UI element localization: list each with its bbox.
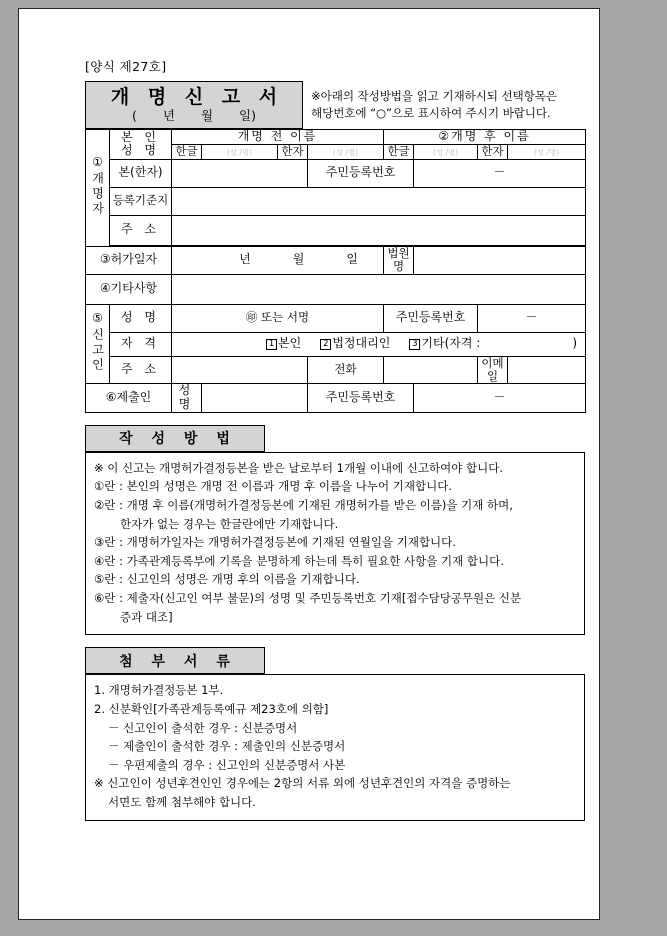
email-label: 이메일	[478, 356, 508, 383]
notice-line-1: ※아래의 작성방법을 읽고 기재하시되 선택항목은	[311, 89, 557, 104]
how-to-write-line: ④란 : 가족관계등록부에 기록을 분명하게 하는데 특히 필요한 사항을 기재 합니다.	[94, 553, 504, 568]
table-row-address	[86, 215, 586, 245]
before-hanja-label: 한자	[278, 144, 308, 159]
permit-day: 일	[346, 252, 358, 267]
permit-year: 년	[239, 252, 251, 267]
qualification-option-3-box[interactable]: 3	[409, 339, 420, 350]
submitter-rrn-input[interactable]: －	[414, 384, 586, 413]
permit-date-label: ③허가일자	[86, 246, 172, 274]
phone-input[interactable]	[384, 356, 478, 383]
attachments-heading: 첨 부 서 류	[86, 648, 265, 674]
qualification-option-1-box[interactable]: 1	[266, 339, 277, 350]
before-hanja-input[interactable]	[308, 144, 384, 159]
registry-base-input[interactable]	[172, 187, 586, 215]
address-input[interactable]	[172, 215, 586, 245]
reporter-rrn-input[interactable]: －	[478, 304, 586, 332]
before-hangul-input[interactable]	[202, 144, 278, 159]
how-to-write-heading-bar	[85, 425, 585, 452]
how-to-write-line: 증과 대조]	[120, 609, 173, 624]
section-5-label	[86, 304, 110, 383]
attachment-line: 1. 개명허가결정등본 1부.	[94, 683, 224, 698]
table-row-qualification	[86, 332, 586, 356]
form-page	[18, 8, 600, 920]
section-1-label-text: ①개명자	[90, 154, 105, 217]
how-to-write-heading: 작 성 방 법	[86, 425, 265, 451]
title-cell	[86, 82, 303, 129]
qualification-option-3-label: 기타(자격 :	[421, 336, 481, 351]
other-matters-input[interactable]	[172, 274, 586, 304]
submitter-label: ⑥제출인	[86, 384, 172, 413]
table-row-name-group	[86, 130, 586, 145]
reporter-name-label: 성 명	[110, 304, 172, 332]
attachments-body	[85, 674, 585, 820]
submitter-name-input[interactable]	[202, 384, 308, 413]
reporter-address-input[interactable]	[172, 356, 308, 383]
attachment-line: ※ 신고인이 성년후견인인 경우에는 2항의 서류 외에 성년후견인의 자격을 증명하는	[94, 776, 511, 791]
email-input[interactable]	[508, 356, 586, 383]
name-hint: (성 /명)	[533, 147, 560, 157]
attachment-line: － 우편제출의 경우 : 신고인의 신분증명서 사본	[108, 757, 346, 772]
notice-line-2: 해당번호에 “○”으로 표시하여 주시기 바랍니다.	[311, 106, 551, 120]
name-hint: (성 /명)	[332, 147, 359, 157]
court-name-input[interactable]	[414, 246, 586, 274]
heading-filler	[265, 648, 586, 674]
attachment-line: － 신고인이 출석한 경우 : 신분증명서	[108, 720, 298, 735]
how-to-write-line: ⑥란 : 제출자(신고인 여부 불문)의 성명 및 주민등록번호 기재[접수담당공무원은 신분	[94, 591, 522, 605]
table-row-origin	[86, 159, 586, 187]
table-row-registry-base	[86, 187, 586, 215]
reporter-name-input[interactable]	[172, 304, 384, 332]
title-block	[85, 81, 585, 129]
qualification-options[interactable]	[172, 332, 586, 356]
reporter-rrn-label: 주민등록번호	[384, 304, 478, 332]
qualification-option-3-close: )	[572, 336, 578, 351]
how-to-write-line: ③란 : 개명허가일자는 개명허가결정등본에 기재된 연월일을 기재합니다.	[94, 535, 456, 550]
title-year: 년	[162, 108, 175, 124]
after-hanja-label: 한자	[478, 144, 508, 159]
how-to-write-line: ⑤란 : 신고인의 성명은 개명 후의 이름을 기재합니다.	[94, 572, 360, 587]
before-hangul-label: 한글	[172, 144, 202, 159]
name-hint: (성 /명)	[226, 147, 253, 157]
section-5-label-text: ⑤신고인	[90, 310, 105, 373]
notice-text	[303, 82, 586, 129]
rrn-label: 주민등록번호	[308, 159, 414, 187]
how-to-write-line: ①란 : 본인의 성명은 개명 전 이름과 개명 후 이름을 나누어 기재합니다.	[94, 479, 452, 494]
table-row-reporter-name	[86, 304, 586, 332]
title-paren-open: (	[132, 108, 137, 124]
document-title: 개 명 신 고 서	[110, 85, 284, 108]
after-hangul-input[interactable]	[414, 144, 478, 159]
table-row-submitter	[86, 384, 586, 413]
form-number: [양식 제27호]	[85, 59, 167, 74]
attachment-line: － 제출인이 출석한 경우 : 제출인의 신분증명서	[108, 739, 346, 754]
form-content	[85, 57, 585, 821]
submitter-rrn-label: 주민등록번호	[308, 384, 414, 413]
self-name-label-line2: 성 명	[121, 143, 160, 158]
title-date-line	[86, 108, 302, 123]
cell-self-name-label	[110, 130, 172, 160]
attachments-heading-bar	[85, 647, 585, 674]
origin-input[interactable]	[172, 159, 308, 187]
main-form-table	[85, 129, 586, 413]
qualification-option-1-label: 본인	[278, 336, 302, 351]
qualification-option-2-label: 법정대리인	[332, 336, 391, 351]
title-month: 월	[200, 108, 214, 124]
submitter-name-label: 성 명	[172, 384, 202, 413]
table-row-other-matters	[86, 274, 586, 304]
table-row-permit-date	[86, 246, 586, 274]
rrn-input[interactable]: －	[414, 159, 586, 187]
after-hangul-label: 한글	[384, 144, 414, 159]
other-matters-label: ④기타사항	[86, 274, 172, 304]
group-after-label: ②개명 후 이름	[384, 130, 586, 145]
court-name-label: 법원명	[384, 246, 414, 274]
how-to-write-line: ※ 이 신고는 개명허가결정등본을 받은 날로부터 1개월 이내에 신고하여야 합니다.	[94, 460, 503, 475]
after-hanja-input[interactable]	[508, 144, 586, 159]
seal-or-signature-label: ㊞ 또는 서명	[245, 310, 310, 325]
heading-filler	[265, 425, 586, 451]
origin-label: 본(한자)	[110, 159, 172, 187]
how-to-write-line: ②란 : 개명 후 이름(개명허가결정등본에 기재된 개명허가를 받은 이름)을 기재 하며,	[94, 497, 513, 512]
permit-month: 월	[292, 252, 305, 267]
qualification-option-2-box[interactable]: 2	[320, 339, 331, 350]
attachment-line: 2. 신분확인[가족관계등록예규 제23호에 의함]	[94, 701, 329, 716]
self-name-label-line1: 본 인	[121, 129, 160, 144]
registry-base-label: 등록기준지	[110, 187, 172, 215]
how-to-write-line: 한자가 없는 경우는 한글란에만 기재합니다.	[120, 516, 339, 531]
how-to-write-body	[85, 452, 585, 636]
name-hint: (성 /명)	[432, 147, 459, 157]
address-label: 주 소	[110, 215, 172, 245]
title-day: 일)	[239, 108, 256, 124]
group-before-label: 개명 전 이름	[172, 130, 384, 145]
attachment-line: 서면도 함께 첨부해야 합니다.	[108, 795, 256, 809]
permit-date-input[interactable]	[172, 246, 384, 274]
qualification-label: 자 격	[110, 332, 172, 356]
phone-label: 전화	[308, 356, 384, 383]
table-row-reporter-address	[86, 356, 586, 383]
reporter-address-label: 주 소	[110, 356, 172, 383]
section-1-label	[86, 130, 110, 247]
